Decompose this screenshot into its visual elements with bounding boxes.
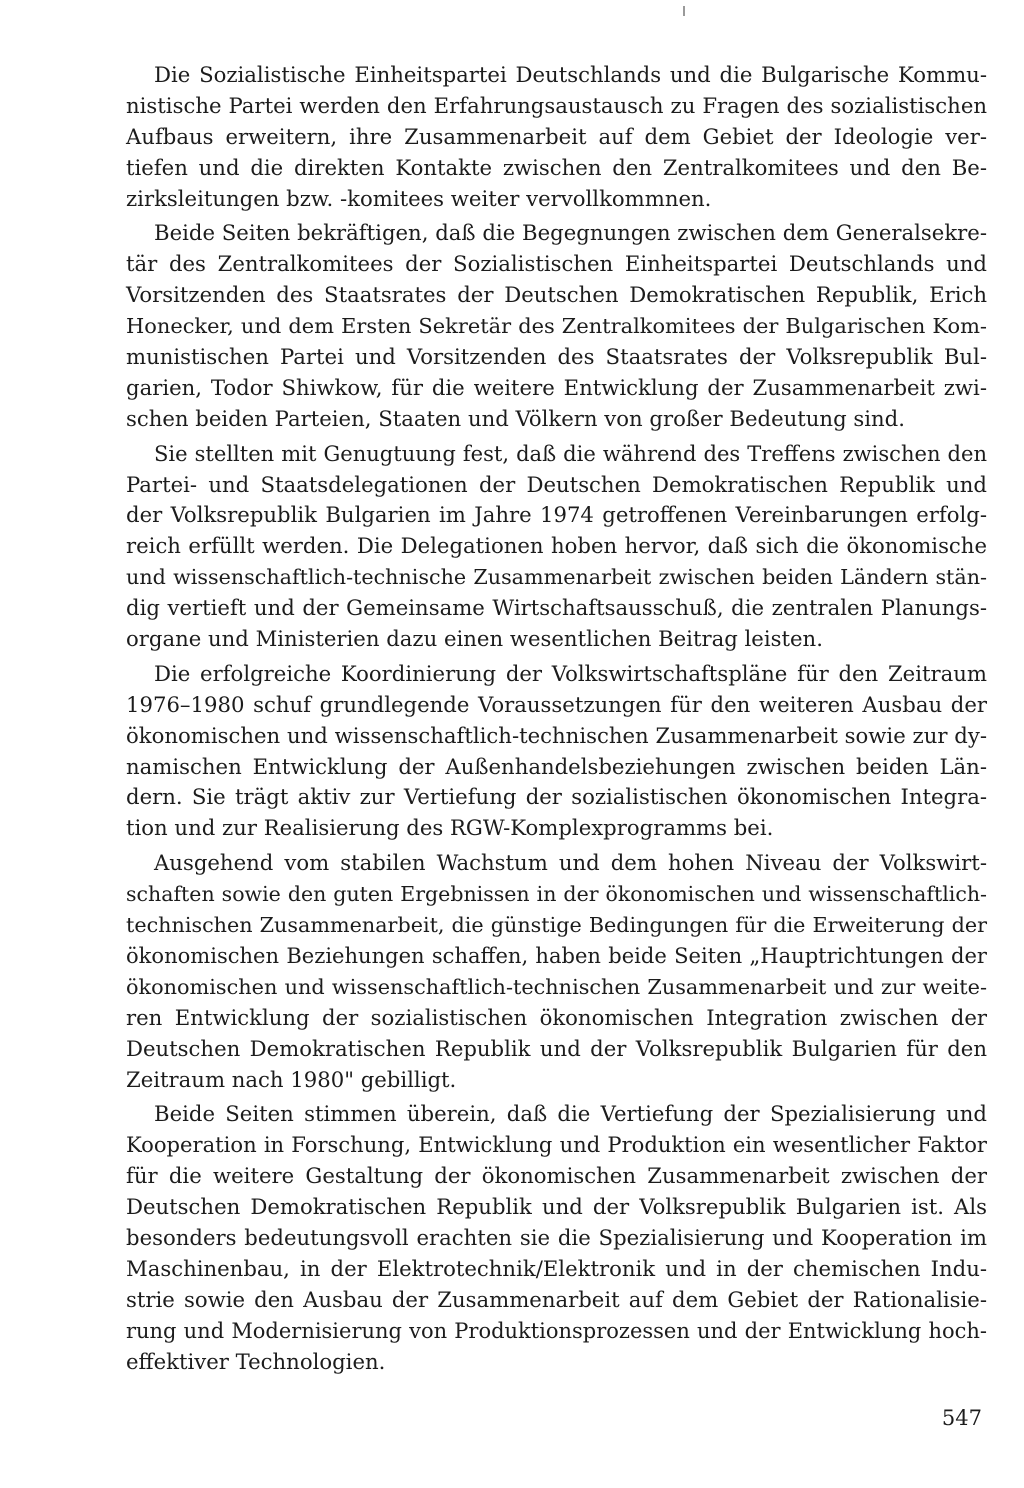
text-line: schen beiden Parteien, Staaten und Völkern von großer Bedeutung sind. — [126, 405, 905, 431]
text-line: technischen Zusammenarbeit, die günstige Bedingungen für die Erweiterung der — [126, 913, 987, 938]
text-line: munistischen Partei und Vorsitzenden des Staatsrates der Volksrepublik Bul- — [126, 344, 987, 370]
paragraph — [126, 848, 987, 1095]
scan-mark — [683, 6, 685, 16]
paragraph — [126, 1099, 987, 1377]
text-line: Die Sozialistische Einheitspartei Deutschlands und die Bulgarische Kommu- — [154, 62, 987, 87]
text-line: tion und zur Realisierung des RGW-Komplexprogramms bei. — [126, 815, 774, 841]
text-line: ökonomischen und wissenschaftlich-technischen Zusammenarbeit und zur weite- — [126, 974, 987, 999]
text-line: der Volksrepublik Bulgarien im Jahre 1974 getroffenen Vereinbarungen erfolg- — [126, 502, 987, 528]
text-line: reich erfüllt werden. Die Delegationen hoben hervor, daß sich die ökonomische — [126, 533, 987, 559]
text-line: Aufbaus erweitern, ihre Zusammenarbeit auf dem Gebiet der Ideologie ver- — [126, 123, 987, 149]
text-line: tiefen und die direkten Kontakte zwischen den Zentralkomitees und den Be- — [126, 154, 987, 180]
paragraph — [126, 60, 987, 214]
text-line: nistische Partei werden den Erfahrungsaustausch zu Fragen des sozialistischen — [126, 92, 987, 118]
text-line: Honecker, und dem Ersten Sekretär des Zentralkomitees der Bulgarischen Kom- — [126, 314, 987, 339]
text-line: zirksleitungen bzw. -komitees weiter vervollkommnen. — [126, 185, 712, 211]
text-line: Ausgehend vom stabilen Wachstum und dem hohen Niveau der Volkswirt- — [154, 850, 987, 876]
text-line: Die erfolgreiche Koordinierung der Volkswirtschaftspläne für den Zeitraum — [154, 660, 987, 686]
body-text — [126, 60, 987, 1381]
text-line: Deutschen Demokratischen Republik und der Volksrepublik Bulgarien für den — [126, 1035, 987, 1061]
text-line: Beide Seiten stimmen überein, daß die Vertiefung der Spezialisierung und — [154, 1101, 987, 1127]
text-line: organe und Ministerien dazu einen wesentlichen Beitrag leisten. — [126, 626, 823, 652]
text-line: und wissenschaftlich-technische Zusammenarbeit zwischen beiden Ländern stän- — [126, 565, 987, 590]
text-line: strie sowie den Ausbau der Zusammenarbeit auf dem Gebiet der Rationalisie- — [126, 1286, 987, 1312]
text-line: garien, Todor Shiwkow, für die weitere Entwicklung der Zusammenarbeit zwi- — [126, 374, 987, 400]
page-number: 547 — [941, 1406, 982, 1430]
paragraph — [126, 218, 987, 434]
text-line: Kooperation in Forschung, Entwicklung und Produktion ein wesentlicher Faktor — [126, 1132, 987, 1158]
text-line: 1976–1980 schuf grundlegende Voraussetzungen für den weiteren Ausbau der — [126, 691, 987, 717]
text-line: ökonomischen und wissenschaftlich-technischen Zusammenarbeit sowie zur dy- — [126, 722, 987, 748]
text-line: ökonomischen Beziehungen schaffen, haben beide Seiten „Hauptrichtungen der — [126, 942, 987, 968]
text-line: Beide Seiten bekräftigen, daß die Begegnungen zwischen dem Generalsekre- — [154, 220, 987, 246]
paragraph — [126, 439, 987, 655]
text-line: Sie stellten mit Genugtuung fest, daß die während des Treffens zwischen den — [154, 440, 987, 466]
text-line: Maschinenbau, in der Elektrotechnik/Elektronik und in der chemischen Indu- — [126, 1255, 987, 1281]
text-line: Zeitraum nach 1980" gebilligt. — [126, 1066, 457, 1092]
text-line: Vorsitzenden des Staatsrates der Deutschen Demokratischen Republik, Erich — [126, 282, 987, 308]
text-line: besonders bedeutungsvoll erachten sie die Spezialisierung und Kooperation im — [126, 1224, 987, 1250]
text-line: dig vertieft und der Gemeinsame Wirtschaftsausschuß, die zentralen Planungs- — [126, 595, 987, 621]
text-line: dern. Sie trägt aktiv zur Vertiefung der sozialistischen ökonomischen Integra- — [126, 784, 987, 810]
text-line: Deutschen Demokratischen Republik und der Volksrepublik Bulgarien ist. Als — [126, 1194, 987, 1220]
text-line: effektiver Technologien. — [126, 1348, 386, 1374]
text-line: rung und Modernisierung von Produktionsprozessen und der Entwicklung hoch- — [126, 1318, 987, 1343]
text-line: Partei- und Staatsdelegationen der Deutschen Demokratischen Republik und — [126, 471, 987, 497]
text-line: schaften sowie den guten Ergebnissen in der ökonomischen und wissenschaftlich- — [126, 882, 987, 907]
text-line: für die weitere Gestaltung der ökonomischen Zusammenarbeit zwischen der — [126, 1163, 987, 1189]
text-line: ren Entwicklung der sozialistischen ökonomischen Integration zwischen der — [126, 1004, 987, 1030]
text-line: tär des Zentralkomitees der Sozialistischen Einheitspartei Deutschlands und — [126, 251, 987, 277]
text-line: namischen Entwicklung der Außenhandelsbeziehungen zwischen beiden Län- — [126, 753, 987, 779]
paragraph — [126, 659, 987, 844]
